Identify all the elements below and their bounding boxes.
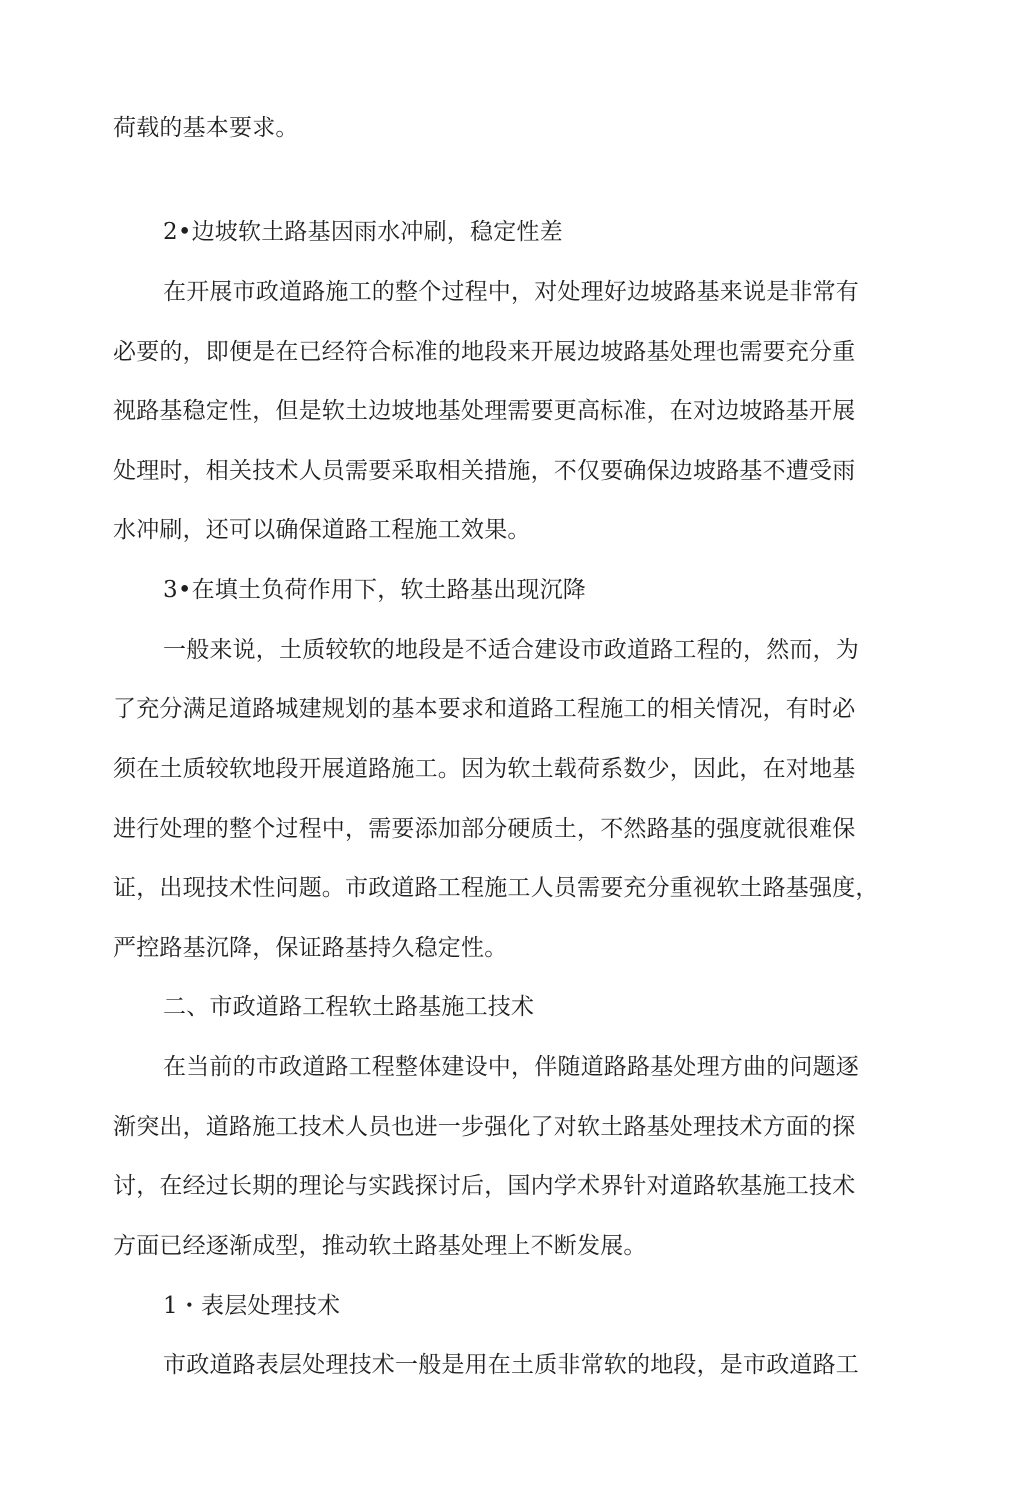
text-line: 必要的，即便是在已经符合标准的地段来开展边坡路基处理也需要充分重 [113,339,856,365]
text-line: 渐突出，道路施工技术人员也进一步强化了对软土路基处理技术方面的探 [113,1114,856,1140]
text-line: 了充分满足道路城建规划的基本要求和道路工程施工的相关情况，有时必 [113,696,856,722]
text-line: 进行处理的整个过程中，需要添加部分硬质土，不然路基的强度就很难保 [113,816,856,842]
section-heading: 二、市政道路工程软土路基施工技术 [163,994,535,1020]
section-heading: 1・表层处理技术 [163,1293,341,1319]
text-line: 在开展市政道路施工的整个过程中，对处理好边坡路基来说是非常有 [163,279,859,305]
text-line: 处理时，相关技术人员需要采取相关措施，不仅要确保边坡路基不遭受雨 [113,458,856,484]
section-heading: 2•边坡软土路基因雨水冲刷，稳定性差 [163,219,563,245]
text-line: 证，出现技术性问题。市政道路工程施工人员需要充分重视软土路基强度， [113,875,879,901]
text-line: 荷载的基本要求。 [113,115,299,141]
text-line: 水冲刷，还可以确保道路工程施工效果。 [113,517,531,543]
section-heading: 3•在填土负荷作用下，软土路基出现沉降 [163,577,586,603]
text-line: 一般来说，土质较软的地段是不适合建设市政道路工程的，然而，为 [163,637,859,663]
text-line: 方面已经逐渐成型，推动软土路基处理上不断发展。 [113,1233,647,1259]
text-line: 严控路基沉降，保证路基持久稳定性。 [113,935,508,961]
text-line: 须在土质较软地段开展道路施工。因为软土载荷系数少，因此，在对地基 [113,756,856,782]
text-line: 讨，在经过长期的理论与实践探讨后，国内学术界针对道路软基施工技术 [113,1173,856,1199]
text-line: 在当前的市政道路工程整体建设中，伴随道路路基处理方曲的问题逐 [163,1054,859,1080]
text-line: 市政道路表层处理技术一般是用在土质非常软的地段，是市政道路工 [163,1352,859,1378]
text-line: 视路基稳定性，但是软土边坡地基处理需要更高标准，在对边坡路基开展 [113,398,856,424]
